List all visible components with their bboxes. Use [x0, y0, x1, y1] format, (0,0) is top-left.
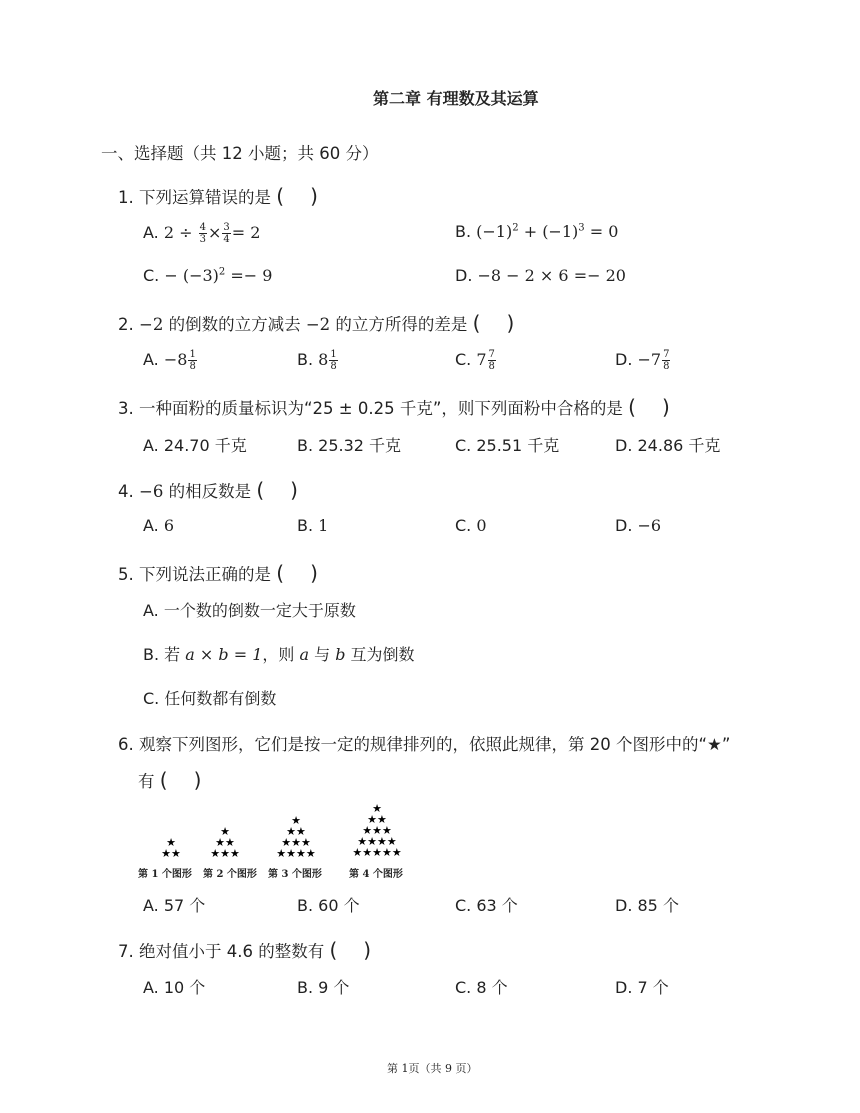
question-3 — [118, 395, 670, 419]
star: ★ — [362, 846, 373, 859]
question-7 — [118, 938, 371, 962]
star: ★ — [305, 847, 316, 860]
star-row: ★ — [166, 836, 176, 849]
star: ★ — [229, 847, 240, 860]
option-label: C. — [143, 689, 160, 708]
fraction — [329, 349, 337, 372]
q1-option-a — [143, 222, 260, 245]
answer-paren-open: ( — [276, 561, 285, 585]
fraction-numerator: 3 — [223, 222, 230, 233]
star: ★ — [161, 847, 171, 860]
exponent: 2 — [512, 222, 519, 234]
option-text: −6 — [637, 516, 662, 535]
page-footer: 第 1页（共 9 页） — [387, 1062, 478, 1075]
star-row: ★ — [220, 825, 230, 838]
star-row — [344, 847, 410, 858]
option-text: 7 个 — [637, 978, 669, 997]
option-text: 85 个 — [637, 896, 679, 915]
q1-option-b — [455, 222, 618, 241]
star: ★ — [286, 847, 296, 860]
answer-paren-open: ( — [276, 184, 285, 208]
option-label: A. — [143, 896, 159, 915]
answer-paren-close: ) — [290, 478, 298, 502]
q1-option-c — [143, 266, 272, 285]
question-number: 7. — [118, 942, 134, 961]
star: ★ — [367, 813, 377, 826]
q5-option-a — [143, 598, 356, 621]
option-math — [476, 222, 618, 241]
fraction-denominator: 8 — [189, 361, 196, 372]
option-label: C. — [455, 516, 472, 535]
q1-option-d — [455, 266, 626, 285]
option-label: D. — [615, 896, 633, 915]
star: ★ — [215, 836, 225, 849]
exponent: 3 — [578, 222, 585, 234]
question-text: 绝对值小于 4.6 的整数有 — [139, 942, 325, 961]
question-number: 5. — [118, 565, 134, 584]
star-row — [269, 848, 323, 859]
option-label: C. — [455, 896, 472, 915]
answer-paren-close: ) — [310, 561, 318, 585]
option-label: B. — [455, 222, 472, 241]
option-text: 24.70 千克 — [163, 436, 247, 455]
fraction-denominator: 4 — [223, 234, 230, 245]
question-text: 下列说法正确的是 — [139, 565, 271, 584]
answer-paren-close: ) — [193, 768, 202, 792]
q4-option-b — [297, 516, 328, 535]
figure-label-4: 第 4 个图形 — [349, 869, 403, 880]
math-part: (−1) — [476, 222, 513, 241]
option-label: C. — [143, 266, 160, 285]
star-figure-1 — [156, 837, 186, 859]
answer-paren-open: ( — [256, 478, 265, 502]
star-row: ★ — [291, 814, 301, 827]
question-number: 4. — [118, 482, 134, 501]
option-label: B. — [297, 516, 314, 535]
math-part: = 0 — [584, 222, 619, 241]
figure-label-1: 第 1 个图形 — [138, 869, 192, 880]
star: ★ — [381, 846, 392, 859]
q3-option-c — [455, 433, 559, 456]
question-text: 的立方所得的差是 — [330, 315, 468, 334]
star-row: ★ — [372, 802, 382, 815]
star: ★ — [220, 847, 230, 860]
fraction-denominator: 8 — [488, 361, 495, 372]
star: ★ — [362, 824, 373, 837]
star: ★ — [367, 835, 377, 848]
fraction-denominator: 8 — [330, 361, 337, 372]
option-label: B. — [297, 896, 314, 915]
option-label: D. — [615, 350, 633, 369]
option-math: a — [299, 645, 310, 664]
q6-option-c — [455, 893, 518, 916]
option-text: 8 个 — [476, 978, 508, 997]
q7-option-c — [455, 975, 508, 998]
fraction — [188, 349, 196, 372]
option-text: 60 个 — [318, 896, 360, 915]
q5-option-b — [143, 642, 415, 665]
star: ★ — [381, 824, 392, 837]
figure-label-3: 第 3 个图形 — [268, 869, 322, 880]
math-part: + (−1) — [518, 222, 579, 241]
option-label: D. — [615, 978, 633, 997]
star-pattern-figure — [136, 800, 416, 882]
star-row — [205, 848, 245, 859]
option-label: D. — [455, 266, 473, 285]
star: ★ — [352, 846, 363, 859]
option-label: A. — [143, 223, 159, 242]
q2-option-b — [297, 349, 339, 372]
option-math: −8 − 2 × 6 =− 20 — [477, 266, 626, 285]
star: ★ — [372, 824, 382, 837]
option-text: 若 — [164, 645, 186, 664]
option-text: 57 个 — [163, 896, 206, 915]
q7-option-a — [143, 975, 205, 998]
question-2 — [118, 311, 514, 335]
option-label: D. — [615, 436, 633, 455]
option-label: A. — [143, 436, 159, 455]
answer-paren-close: ) — [661, 395, 670, 419]
option-text: 一个数的倒数一定大于原数 — [163, 601, 356, 620]
option-label: A. — [143, 350, 159, 369]
option-text: ，则 — [262, 645, 300, 664]
mixed-number-whole: −7 — [637, 350, 662, 369]
mixed-number-whole: 7 — [476, 350, 487, 369]
q6-option-a — [143, 893, 205, 916]
question-math: −6 — [139, 482, 164, 501]
question-number: 1. — [118, 188, 134, 207]
answer-paren-close: ) — [363, 938, 372, 962]
star: ★ — [291, 836, 301, 849]
answer-paren-open: ( — [628, 395, 636, 419]
question-number: 2. — [118, 315, 134, 334]
star-figure-2 — [205, 826, 245, 859]
mixed-number-whole: 8 — [318, 350, 329, 369]
option-text: 25.51 千克 — [476, 436, 560, 455]
fraction — [222, 222, 230, 245]
section-header: 一、选择题（共 12 小题；共 60 分） — [101, 144, 379, 163]
q2-option-c — [455, 349, 497, 372]
star: ★ — [357, 835, 368, 848]
answer-paren-open: ( — [329, 938, 338, 962]
option-text: 与 — [309, 645, 336, 664]
star-figure-3 — [269, 815, 323, 859]
q6-option-b — [297, 893, 360, 916]
answer-paren-close: ) — [506, 311, 515, 335]
fraction-numerator: 1 — [330, 349, 337, 360]
star: ★ — [386, 835, 397, 848]
option-text: 24.86 千克 — [637, 436, 721, 455]
option-text: 6 — [163, 516, 175, 535]
q2-option-a — [143, 349, 198, 372]
math-part: =− 9 — [225, 266, 273, 285]
fraction-numerator: 1 — [189, 349, 196, 360]
option-label: B. — [143, 645, 160, 664]
option-text: 25.32 千克 — [318, 436, 402, 455]
page-title: 第二章 有理数及其运算 — [373, 89, 539, 108]
option-label: C. — [455, 350, 472, 369]
question-math: −2 — [305, 315, 331, 334]
q2-option-d — [615, 349, 671, 372]
question-5 — [118, 561, 318, 585]
option-label: C. — [455, 436, 472, 455]
question-text: 的倒数的立方减去 — [163, 315, 306, 334]
fraction-denominator: 8 — [663, 361, 670, 372]
q3-option-d — [615, 433, 720, 456]
answer-paren-open: ( — [159, 768, 168, 792]
q5-option-c — [143, 686, 276, 709]
option-label: A. — [143, 978, 159, 997]
option-math: 2 ÷ — [163, 223, 198, 242]
star: ★ — [377, 813, 387, 826]
option-label: A. — [143, 601, 159, 620]
star: ★ — [372, 846, 382, 859]
question-text: 观察下列图形，它们是按一定的规律排列的，依照此规律，第 20 个图形中的“★” — [139, 735, 731, 754]
option-math: b — [335, 645, 346, 664]
star: ★ — [171, 847, 181, 860]
option-label: B. — [297, 978, 314, 997]
question-text: 有 — [138, 772, 155, 791]
option-text: 10 个 — [163, 978, 206, 997]
q4-option-c — [455, 516, 487, 535]
answer-paren-open: ( — [472, 311, 481, 335]
star: ★ — [300, 836, 311, 849]
figure-label-2: 第 2 个图形 — [203, 869, 257, 880]
star: ★ — [276, 847, 287, 860]
star-row — [156, 848, 186, 859]
q6-option-d — [615, 893, 679, 916]
option-text: 互为倒数 — [345, 645, 415, 664]
q3-option-b — [297, 433, 401, 456]
q4-option-a — [143, 516, 174, 535]
star: ★ — [225, 836, 235, 849]
question-text: 的相反数是 — [163, 482, 252, 501]
q7-option-d — [615, 975, 669, 998]
question-math: −2 — [139, 315, 164, 334]
fraction — [662, 349, 670, 372]
option-math — [164, 266, 272, 285]
q3-option-a — [143, 433, 247, 456]
fraction-numerator: 7 — [488, 349, 495, 360]
question-number: 6. — [118, 735, 134, 754]
fraction-numerator: 7 — [663, 349, 670, 360]
fraction — [199, 222, 207, 245]
option-text: 任何数都有倒数 — [164, 689, 277, 708]
option-text: 1 — [318, 516, 329, 535]
times-sign: × — [207, 223, 222, 242]
option-label: B. — [297, 436, 314, 455]
option-label: B. — [297, 350, 314, 369]
star: ★ — [391, 846, 402, 859]
fraction-denominator: 3 — [199, 234, 206, 245]
star: ★ — [296, 847, 306, 860]
answer-paren-close: ) — [310, 184, 318, 208]
question-text: 一种面粉的质量标识为“25 ± 0.25 千克”，则下列面粉中合格的是 — [139, 399, 623, 418]
star: ★ — [296, 825, 306, 838]
star: ★ — [286, 825, 296, 838]
question-1 — [118, 184, 318, 208]
star-figure-4 — [344, 803, 410, 858]
exponent: 2 — [218, 266, 226, 278]
q4-option-d — [615, 516, 661, 535]
star: ★ — [281, 836, 292, 849]
mixed-number-whole: −8 — [163, 350, 188, 369]
option-math: = 2 — [231, 223, 261, 242]
question-4 — [118, 478, 298, 502]
question-text: 下列运算错误的是 — [139, 188, 271, 207]
question-6 — [118, 731, 730, 755]
option-label: A. — [143, 516, 159, 535]
option-label: D. — [615, 516, 633, 535]
option-label: C. — [455, 978, 472, 997]
option-text: 63 个 — [476, 896, 518, 915]
math-part: − (−3) — [164, 266, 219, 285]
question-6-line-2 — [138, 768, 201, 792]
option-math: a × b = 1 — [185, 645, 263, 664]
q7-option-b — [297, 975, 349, 998]
fraction-numerator: 4 — [199, 222, 206, 233]
option-text: 0 — [476, 516, 487, 535]
fraction — [488, 349, 496, 372]
option-text: 9 个 — [318, 978, 350, 997]
star: ★ — [210, 847, 221, 860]
question-number: 3. — [118, 399, 134, 418]
star: ★ — [377, 835, 387, 848]
